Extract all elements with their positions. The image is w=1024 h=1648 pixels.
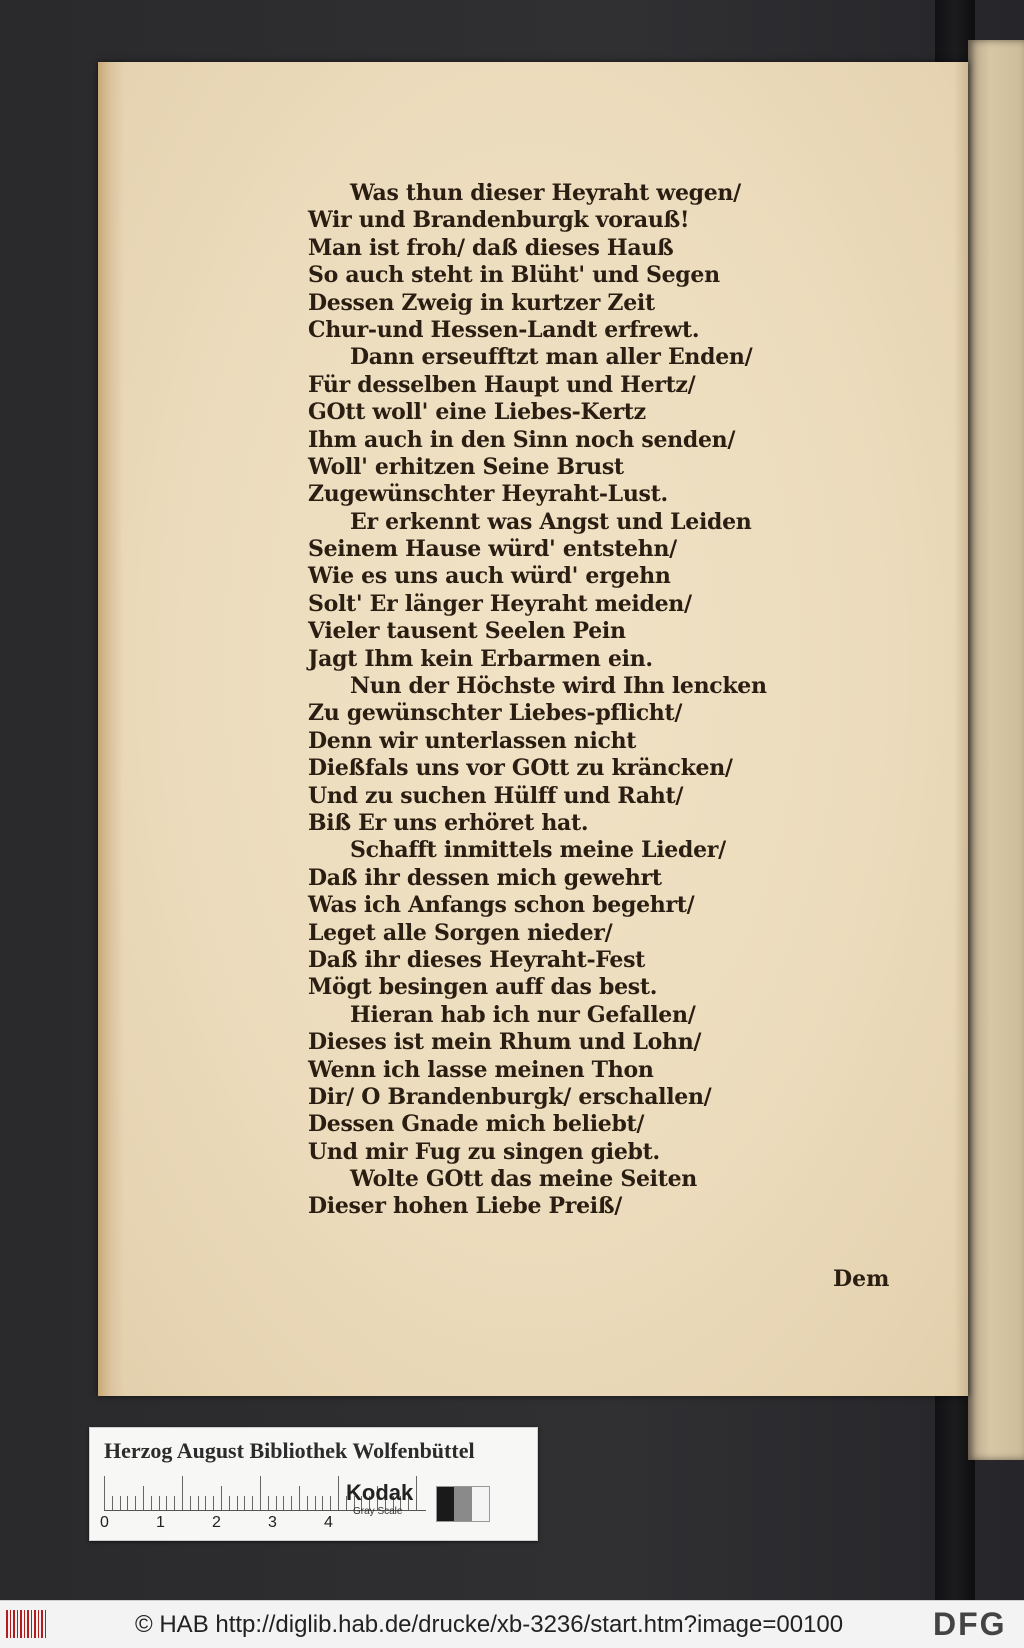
- ruler-tick: [307, 1496, 308, 1510]
- ruler-tick: [135, 1496, 136, 1510]
- gray-swatch: [472, 1487, 489, 1521]
- gray-swatch: [437, 1487, 454, 1521]
- ruler-tick: [237, 1496, 238, 1510]
- ruler-tick: [159, 1496, 160, 1510]
- ruler-tick: [244, 1496, 245, 1510]
- poem-line: Dir/ O Brandenburgk/ erschallen/: [308, 1083, 712, 1110]
- ruler-tick: [174, 1496, 175, 1510]
- poem-line: Dessen Zweig in kurtzer Zeit: [308, 289, 655, 316]
- poem-line: Chur-und Hessen-Landt erfrewt.: [308, 316, 700, 343]
- ruler-tick: [205, 1496, 206, 1510]
- ruler-tick: [151, 1496, 152, 1510]
- ruler-tick: [276, 1496, 277, 1510]
- ruler-tick: [268, 1496, 269, 1510]
- ruler-tick: [252, 1496, 253, 1510]
- library-scale-card: [89, 1427, 538, 1541]
- poem-line: Denn wir unterlassen nicht: [308, 727, 637, 754]
- copyright-url[interactable]: © HAB http://diglib.hab.de/drucke/xb-3236/start.htm?image=00100: [135, 1611, 844, 1638]
- library-name: Herzog August Bibliothek Wolfenbüttel: [104, 1438, 475, 1463]
- ruler-tick: [416, 1476, 417, 1510]
- catchword: Dem: [833, 1266, 890, 1292]
- barcode-icon: [6, 1610, 48, 1638]
- poem-line: Solt' Er länger Heyraht meiden/: [308, 590, 692, 617]
- poem-line: Seinem Hause würd' entstehn/: [308, 536, 677, 563]
- ruler-tick: [330, 1496, 331, 1510]
- poem-line: Dieser hohen Liebe Preiß/: [308, 1193, 622, 1220]
- poem-line: Mögt besingen auff das best.: [308, 974, 658, 1001]
- ruler-tick: [182, 1476, 183, 1510]
- gray-scale-label: Gray Scale: [353, 1506, 403, 1517]
- poem-line: Biß Er uns erhöret hat.: [308, 809, 589, 836]
- ruler-number: 4: [324, 1514, 333, 1531]
- poem-line: Jagt Ihm kein Erbarmen ein.: [308, 645, 653, 672]
- poem-line: Er erkennt was Angst und Leiden: [350, 508, 752, 535]
- ruler-tick: [127, 1496, 128, 1510]
- poem-line: Dessen Gnade mich beliebt/: [308, 1111, 645, 1138]
- poem-line: Dieses ist mein Rhum und Lohn/: [308, 1029, 702, 1056]
- poem-line: Dann erseufftzt man aller Enden/: [350, 344, 753, 371]
- status-bar: [0, 1600, 1024, 1648]
- ruler-tick: [190, 1496, 191, 1510]
- poem-line: Ihm auch in den Sinn noch senden/: [308, 426, 736, 453]
- poem-line: Was thun dieser Heyraht wegen/: [350, 180, 741, 206]
- poem-line: Zugewünschter Heyraht-Lust.: [308, 481, 668, 508]
- ruler-tick: [299, 1486, 300, 1510]
- poem-text: [308, 180, 868, 1221]
- poem-line: Und mir Fug zu singen giebt.: [308, 1138, 660, 1165]
- ruler-tick: [198, 1496, 199, 1510]
- poem-line: Dießfals uns vor GOtt zu kräncken/: [308, 755, 733, 782]
- poem-line: Schafft inmittels meine Lieder/: [350, 837, 726, 864]
- ruler-numbers: [100, 1514, 430, 1534]
- dfg-logo: DFG: [933, 1606, 1007, 1642]
- poem-line: So auch steht in Blüht' und Segen: [308, 262, 720, 289]
- poem-line: Für desselben Haupt und Hertz/: [308, 371, 696, 398]
- poem-line: Zu gewünschter Liebes-pflicht/: [308, 700, 683, 727]
- ruler-number: 2: [212, 1514, 221, 1531]
- poem-line: Daß ihr dessen mich gewehrt: [308, 864, 662, 891]
- gray-scale-swatches: [436, 1486, 490, 1522]
- poem-line: GOtt woll' eine Liebes-Kertz: [308, 399, 646, 426]
- next-leaf-edge: [968, 40, 1024, 1460]
- kodak-brand: Kodak: [346, 1480, 414, 1505]
- ruler-tick: [315, 1496, 316, 1510]
- ruler-tick: [260, 1476, 261, 1510]
- ruler-tick: [166, 1496, 167, 1510]
- ruler-tick: [112, 1496, 113, 1510]
- ruler-number: 1: [156, 1514, 165, 1531]
- poem-line: Vieler tausent Seelen Pein: [308, 618, 626, 645]
- ruler-tick: [213, 1496, 214, 1510]
- ruler-number: 3: [268, 1514, 277, 1531]
- ruler-number: 0: [100, 1514, 109, 1531]
- poem-line: Was ich Anfangs schon begehrt/: [308, 892, 695, 919]
- ruler-tick: [221, 1486, 222, 1510]
- poem-line: Woll' erhitzen Seine Brust: [308, 453, 624, 480]
- poem-line: Leget alle Sorgen nieder/: [308, 919, 613, 946]
- poem-line: Nun der Höchste wird Ihn lencken: [350, 673, 767, 700]
- poem-line: Wie es uns auch würd' ergehn: [308, 563, 671, 590]
- ruler-tick: [291, 1496, 292, 1510]
- ruler-tick: [104, 1476, 105, 1510]
- book-page: [98, 62, 968, 1396]
- poem-line: Hieran hab ich nur Gefallen/: [350, 1001, 696, 1028]
- poem-line: Wenn ich lasse meinen Thon: [308, 1056, 654, 1083]
- poem-line: Man ist froh/ daß dieses Hauß: [308, 234, 674, 261]
- ruler-tick: [120, 1496, 121, 1510]
- poem-line: Daß ihr dieses Heyraht-Fest: [308, 946, 646, 973]
- ruler-tick: [229, 1496, 230, 1510]
- ruler-tick: [322, 1496, 323, 1510]
- ruler-tick: [143, 1486, 144, 1510]
- gray-swatch: [454, 1487, 471, 1521]
- poem-line: Wir und Brandenburgk vorauß!: [308, 207, 690, 234]
- ruler-tick: [338, 1476, 339, 1510]
- poem-line: Und zu suchen Hülff und Raht/: [308, 782, 684, 809]
- ruler-tick: [283, 1496, 284, 1510]
- poem-line: Wolte GOtt das meine Seiten: [350, 1166, 697, 1193]
